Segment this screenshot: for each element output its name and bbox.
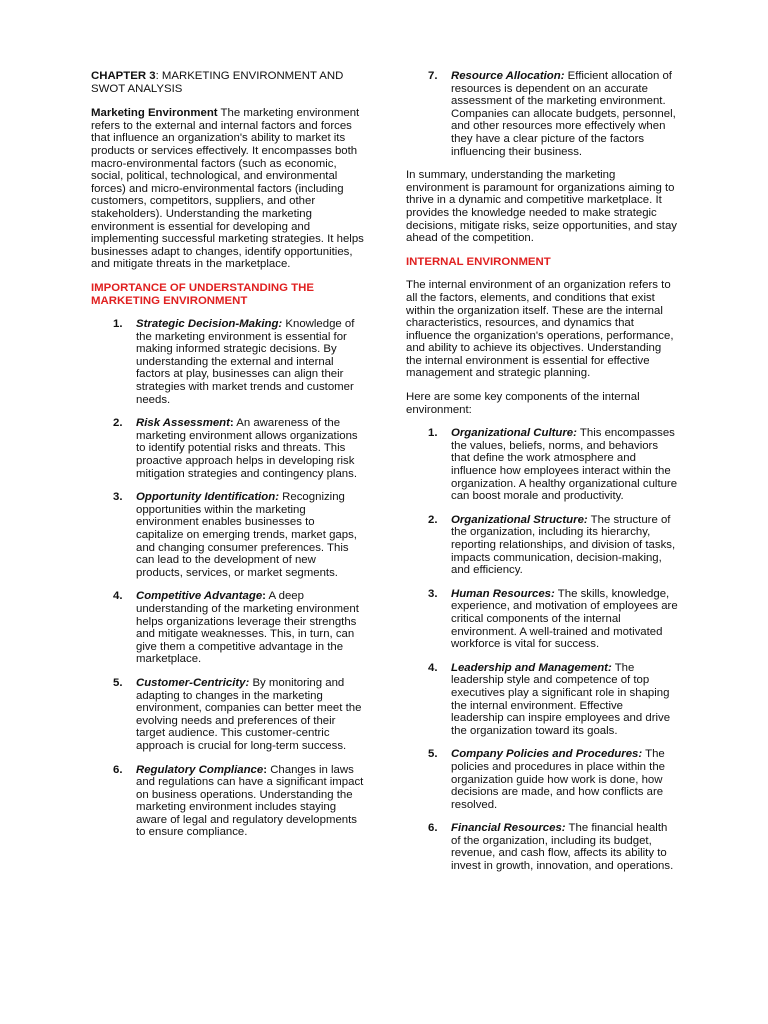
intro-text: The marketing environment refers to the external and internal factors and forces that influence an organization's ability to market its products or services effectively. It encompasses both macro-environmental factors (such as economic, social, political, technological, and environmental forces) and micro-environmental factors (including customers, competitors, suppliers, and other stakeholders). Understanding the marketing environment is essential for developing and implementing successful marketing strategies. It helps businesses adapt to changes, identify opportunities, and mitigate threats in the marketplace. [91,107,364,271]
internal-heading: INTERNAL ENVIRONMENT [406,255,551,268]
chapter-heading [91,70,365,95]
item-separator: : [263,763,268,776]
list-item [91,590,365,666]
item-term: Organizational Structure: [451,513,588,526]
item-text: The financial health of the organization, including its budget, revenue, and cash flow, affects its ability to invest in growth, innovation, and operations. [451,822,674,873]
item-number: 7. [428,70,438,82]
item-number: 5. [428,748,438,761]
importance-list [91,318,365,839]
item-term: Opportunity Identification: [136,491,280,504]
item-term: Customer-Centricity: [136,676,250,689]
importance-heading: IMPORTANCE OF UNDERSTANDING THE MARKETING ENVIRONMENT [91,281,314,307]
item-text: The structure of the organization, including its hierarchy, reporting relationships, and division of tasks, impacts communication, decision-making, and efficiency. [451,513,676,577]
left-column [91,70,365,850]
item-text: An awareness of the marketing environment allows organizations to identify potential risks and threats. This proactive approach helps in developing risk mitigation strategies and contingency plans. [136,417,358,480]
item-text: The skills, knowledge, experience, and motivation of employees are critical components of the internal environment. A well-trained and motivated workforce is vital for success. [451,587,678,651]
item-term: Organizational Culture: [451,427,577,440]
item-number: 6. [428,822,438,835]
list-item [91,417,365,480]
item-text: Changes in laws and regulations can have a significant impact on business operations. Understanding the marketing environment includes staying aware of legal and regulatory developments to ensure compliance. [136,763,364,839]
item-term: Leadership and Management: [451,661,612,674]
item-separator: : [229,417,234,430]
list-item [91,764,365,840]
chapter-label: CHAPTER 3 [91,70,156,82]
item-text: This encompasses the values, beliefs, norms, and behaviors that define the work atmosphere and influence how employees interact within the organization. A healthy organizational culture can boost morale and productivity. [451,427,678,503]
item-text: The policies and procedures in place within the organization guide how work is done, how decisions are made, and how conflicts are resolved. [451,748,666,811]
item-number: 6. [113,763,123,776]
item-text: By monitoring and adapting to changes in the marketing environment, companies can better meet the evolving needs and preferences of their target audience. This customer-centric approach is crucial for long-term success. [136,676,362,752]
item-number: 2. [428,513,438,526]
item-term: Competitive Advantage [136,590,263,603]
item-number: 2. [113,417,123,430]
item-text: The leadership style and competence of top executives play a significant role in shaping the internal environment. Effective leadership can inspire employees and drive the organization toward its goals. [451,661,671,737]
right-column [406,70,678,884]
internal-intro-paragraph: The internal environment of an organization refers to all the factors, elements, and conditions that exist within the organization itself. These are the internal characteristics, resources, and dynamics that influence the organization's operations, performance, and ability to achieve its objectives. Understanding the internal environment is essential for effective management and strategic planning. [406,279,674,380]
importance-list-continued [406,70,678,158]
list-item [406,427,678,503]
item-text: A deep understanding of the marketing environment helps organizations leverage their strengths and mitigate weaknesses. This, in turn, can give them a competitive advantage in the marketplace. [136,590,359,666]
item-number: 3. [113,491,123,504]
item-term: Financial Resources: [451,822,566,835]
item-text: Knowledge of the marketing environment is essential for making informed strategic decisions. By understanding the external and internal factors at play, businesses can align their strategies with market trends and customer needs. [136,318,355,406]
list-item [406,662,678,738]
list-item [406,588,678,651]
intro-paragraph [91,107,365,271]
intro-term: Marketing Environment [91,107,218,120]
item-term: Regulatory Compliance [136,763,264,776]
summary-paragraph: In summary, understanding the marketing environment is paramount for organizations aiming to thrive in a dynamic and competitive marketplace. It provides the knowledge needed to make strategic decisions, mitigate risks, seize opportunities, and stay ahead of the competition. [406,169,677,245]
list-item [91,318,365,406]
internal-components-list [406,427,678,872]
internal-lead-paragraph: Here are some key components of the internal environment: [406,391,640,416]
list-item [91,677,365,753]
item-separator: : [262,590,266,603]
item-number: 4. [428,661,438,674]
list-item [406,70,678,158]
list-item [406,514,678,577]
item-number: 4. [113,590,123,603]
list-item [406,822,678,872]
item-number: 1. [428,427,438,440]
item-number: 3. [428,587,438,600]
chapter-title: : MARKETING ENVIRONMENT AND SWOT ANALYSIS [91,70,344,95]
list-item [406,748,678,811]
item-number: 5. [113,676,123,689]
item-term: Strategic Decision-Making: [136,318,283,331]
item-term: Human Resources: [451,587,555,600]
item-term: Risk Assessment [136,417,230,430]
item-term: Resource Allocation: [451,70,565,82]
list-item [91,491,365,579]
item-term: Company Policies and Procedures: [451,748,643,761]
item-number: 1. [113,318,123,331]
item-text: Recognizing opportunities within the marketing environment enables businesses to capitalize on emerging trends, market gaps, and changing consumer preferences. This can lead to the development of new products, services, or market segments. [136,491,357,579]
item-text: Efficient allocation of resources is dependent on an accurate assessment of the marketing environment. Companies can allocate budgets, personnel, and other resources more effectively when they have a clear picture of the factors influencing their business. [451,70,676,158]
